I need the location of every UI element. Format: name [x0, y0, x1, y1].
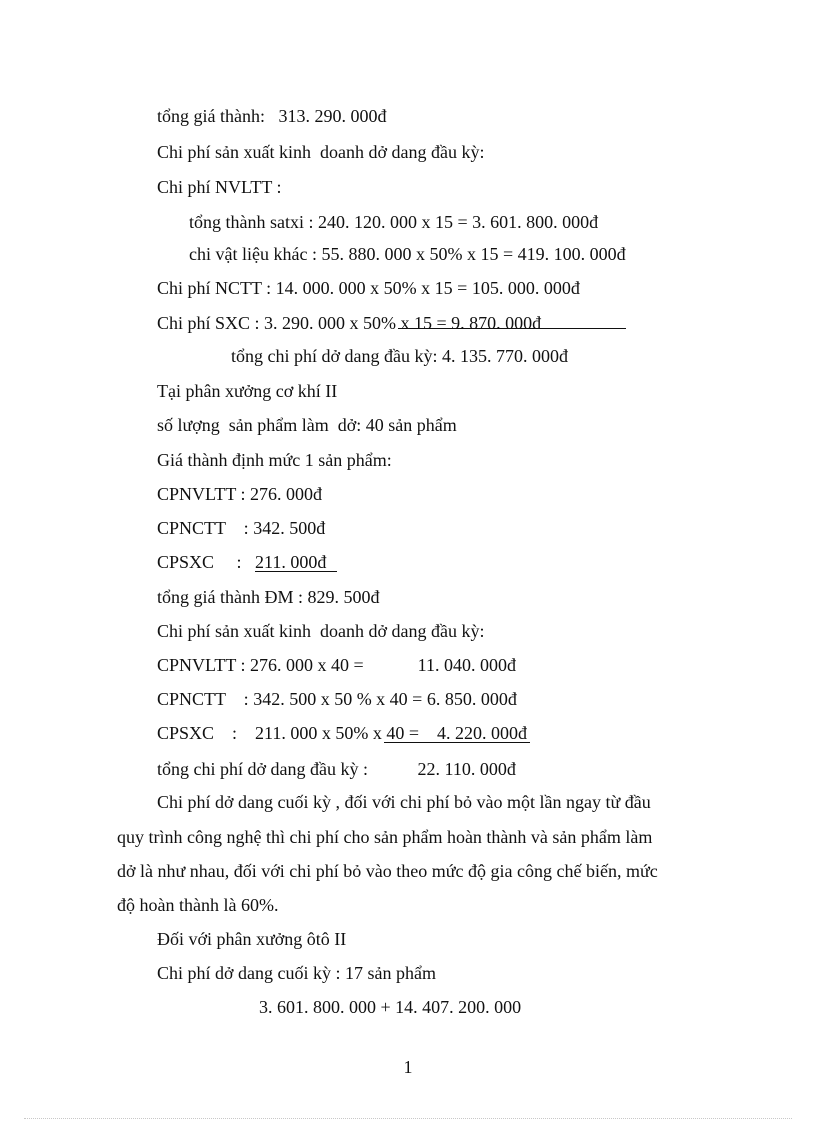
text-line: Chi phí NCTT : 14. 000. 000 x 50% x 15 = 105. 000. 000đ: [157, 278, 580, 298]
text-line: CPNCTT : 342. 500đ: [157, 518, 326, 538]
text-line: Giá thành định mức 1 sản phẩm:: [157, 450, 392, 470]
text-line: tổng giá thành: 313. 290. 000đ: [157, 106, 387, 126]
text-line: CPSXC : 211. 000đ: [157, 552, 327, 572]
text-line: tổng chi phí dở dang đầu kỳ : 22. 110. 000đ: [157, 759, 516, 779]
text-line: tổng chi phí dở dang đầu kỳ: 4. 135. 770. 000đ: [231, 346, 568, 366]
sum-underline: [255, 571, 337, 572]
page-bottom-border: [24, 1118, 792, 1119]
paragraph-line: quy trình công nghệ thì chi phí cho sản phẩm hoàn thành và sản phẩm làm: [117, 827, 653, 847]
text-line: chi vật liệu khác : 55. 880. 000 x 50% x 15 = 419. 100. 000đ: [189, 244, 626, 264]
page-number: 1: [403, 1057, 413, 1077]
text-line: tổng giá thành ĐM : 829. 500đ: [157, 587, 380, 607]
paragraph-line: dở là như nhau, đối với chi phí bỏ vào theo mức độ gia công chế biến, mức: [117, 861, 658, 881]
text-line: Chi phí dở dang cuối kỳ : 17 sản phẩm: [157, 963, 436, 983]
text-line: CPSXC : 211. 000 x 50% x 40 = 4. 220. 000đ: [157, 723, 528, 743]
text-line: số lượng sản phẩm làm dở: 40 sản phẩm: [157, 415, 457, 435]
text-line: CPNCTT : 342. 500 x 50 % x 40 = 6. 850. 000đ: [157, 689, 517, 709]
text-line: Chi phí SXC : 3. 290. 000 x 50% x 15 = 9. 870. 000đ: [157, 313, 542, 333]
sum-underline: [398, 328, 626, 329]
text-line: CPNVLTT : 276. 000đ: [157, 484, 323, 504]
formula-numerator: 3. 601. 800. 000 + 14. 407. 200. 000: [259, 997, 522, 1017]
text-line: Đối với phân xưởng ôtô II: [157, 929, 347, 949]
paragraph-line: độ hoàn thành là 60%.: [117, 895, 279, 915]
text-line: Chi phí NVLTT :: [157, 177, 282, 197]
sum-underline: [384, 742, 530, 743]
text-line: CPNVLTT : 276. 000 x 40 = 11. 040. 000đ: [157, 655, 517, 675]
paragraph-line: Chi phí dở dang cuối kỳ , đối với chi phí bỏ vào một lần ngay từ đầu: [157, 792, 651, 812]
text-line: Chi phí sản xuất kinh doanh dở dang đầu kỳ:: [157, 621, 485, 641]
text-line: Chi phí sản xuất kinh doanh dở dang đầu kỳ:: [157, 142, 485, 162]
text-line: tổng thành satxi : 240. 120. 000 x 15 = 3. 601. 800. 000đ: [189, 212, 599, 232]
text-line: Tại phân xưởng cơ khí II: [157, 381, 338, 401]
